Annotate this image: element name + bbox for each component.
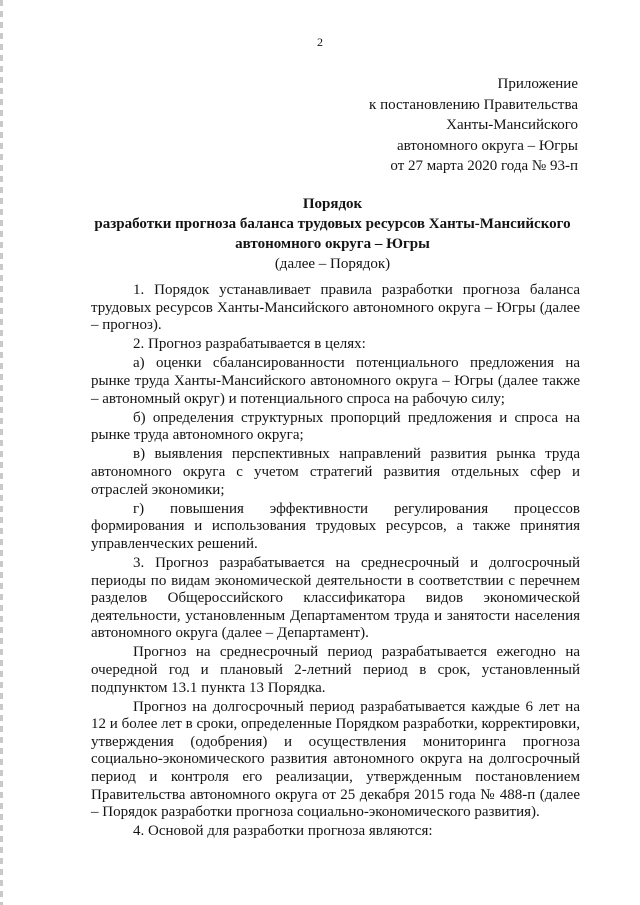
paragraph: 3. Прогноз разрабатывается на среднесрочный и долгосрочный периоды по видам экономической деятельности в соответствии с перечнем разделов Общероссийского классификатора видов экономической деятельности, установленным Департаментом труда и занятости населения автономного округа (далее – Департамент). — [91, 554, 580, 642]
page-number: 2 — [317, 35, 323, 49]
appendix-line: Приложение — [497, 76, 578, 92]
document-body — [91, 282, 580, 842]
paragraph: Прогноз на долгосрочный период разрабатывается каждые 6 лет на 12 и более лет в сроки, определенные Порядком разработки, корректировки, утверждения (одобрения) и осуществления мониторинга прогноза социально-экономического развития автономного округа на долгосрочный период и контроля его реализации, утвержденным постановлением Правительства автономного округа от 25 декабря 2015 года № 488-п (далее – Порядок разработки прогноза социально-экономического развития). — [91, 698, 580, 821]
paragraph: 2. Прогноз разрабатывается в целях: — [133, 336, 366, 353]
appendix-line: от 27 марта 2020 года № 93-п — [390, 158, 578, 174]
paragraph: 4. Основой для разработки прогноза являются: — [133, 823, 433, 840]
document-title-block — [60, 194, 605, 274]
paragraph: а) оценки сбалансированности потенциального предложения на рынке труда Ханты-Мансийского автономного округа – Югры (далее также – автономный округ) и потенциального спроса на рабочую силу; — [91, 355, 580, 407]
document-subtitle-line-1: разработки прогноза баланса трудовых ресурсов Ханты-Мансийского — [94, 216, 571, 232]
appendix-line: автономного округа – Югры — [396, 137, 578, 154]
paragraph: Прогноз на среднесрочный период разрабатывается ежегодно на очередной год и плановый 2-летний период в срок, установленный подпунктом 13.1 пункта 13 Порядка. — [91, 644, 580, 696]
appendix-line: к постановлению Правительства — [369, 96, 578, 113]
paragraph: 1. Порядок устанавливает правила разработки прогноза баланса трудовых ресурсов Ханты-Мансийского автономного округа – Югры (далее – прогноз). — [91, 282, 580, 334]
paragraph: б) определения структурных пропорций предложения и спроса на рынке труда автономного округа; — [91, 409, 580, 444]
document-subtitle-line-2: автономного округа – Югры — [235, 236, 430, 252]
appendix-header — [369, 74, 578, 177]
document-title-note: (далее – Порядок) — [274, 256, 391, 272]
document-title: Порядок — [302, 196, 363, 212]
scan-edge-artifact — [0, 0, 3, 905]
paragraph: г) повышения эффективности регулирования процессов формирования и использования трудовых ресурсов, а также принятия управленческих решений. — [91, 500, 580, 552]
paragraph: в) выявления перспективных направлений развития рынка труда автономного округа с учетом стратегий развития отдельных сфер и отраслей экономики; — [91, 446, 580, 498]
appendix-line: Ханты-Мансийского — [446, 117, 578, 133]
